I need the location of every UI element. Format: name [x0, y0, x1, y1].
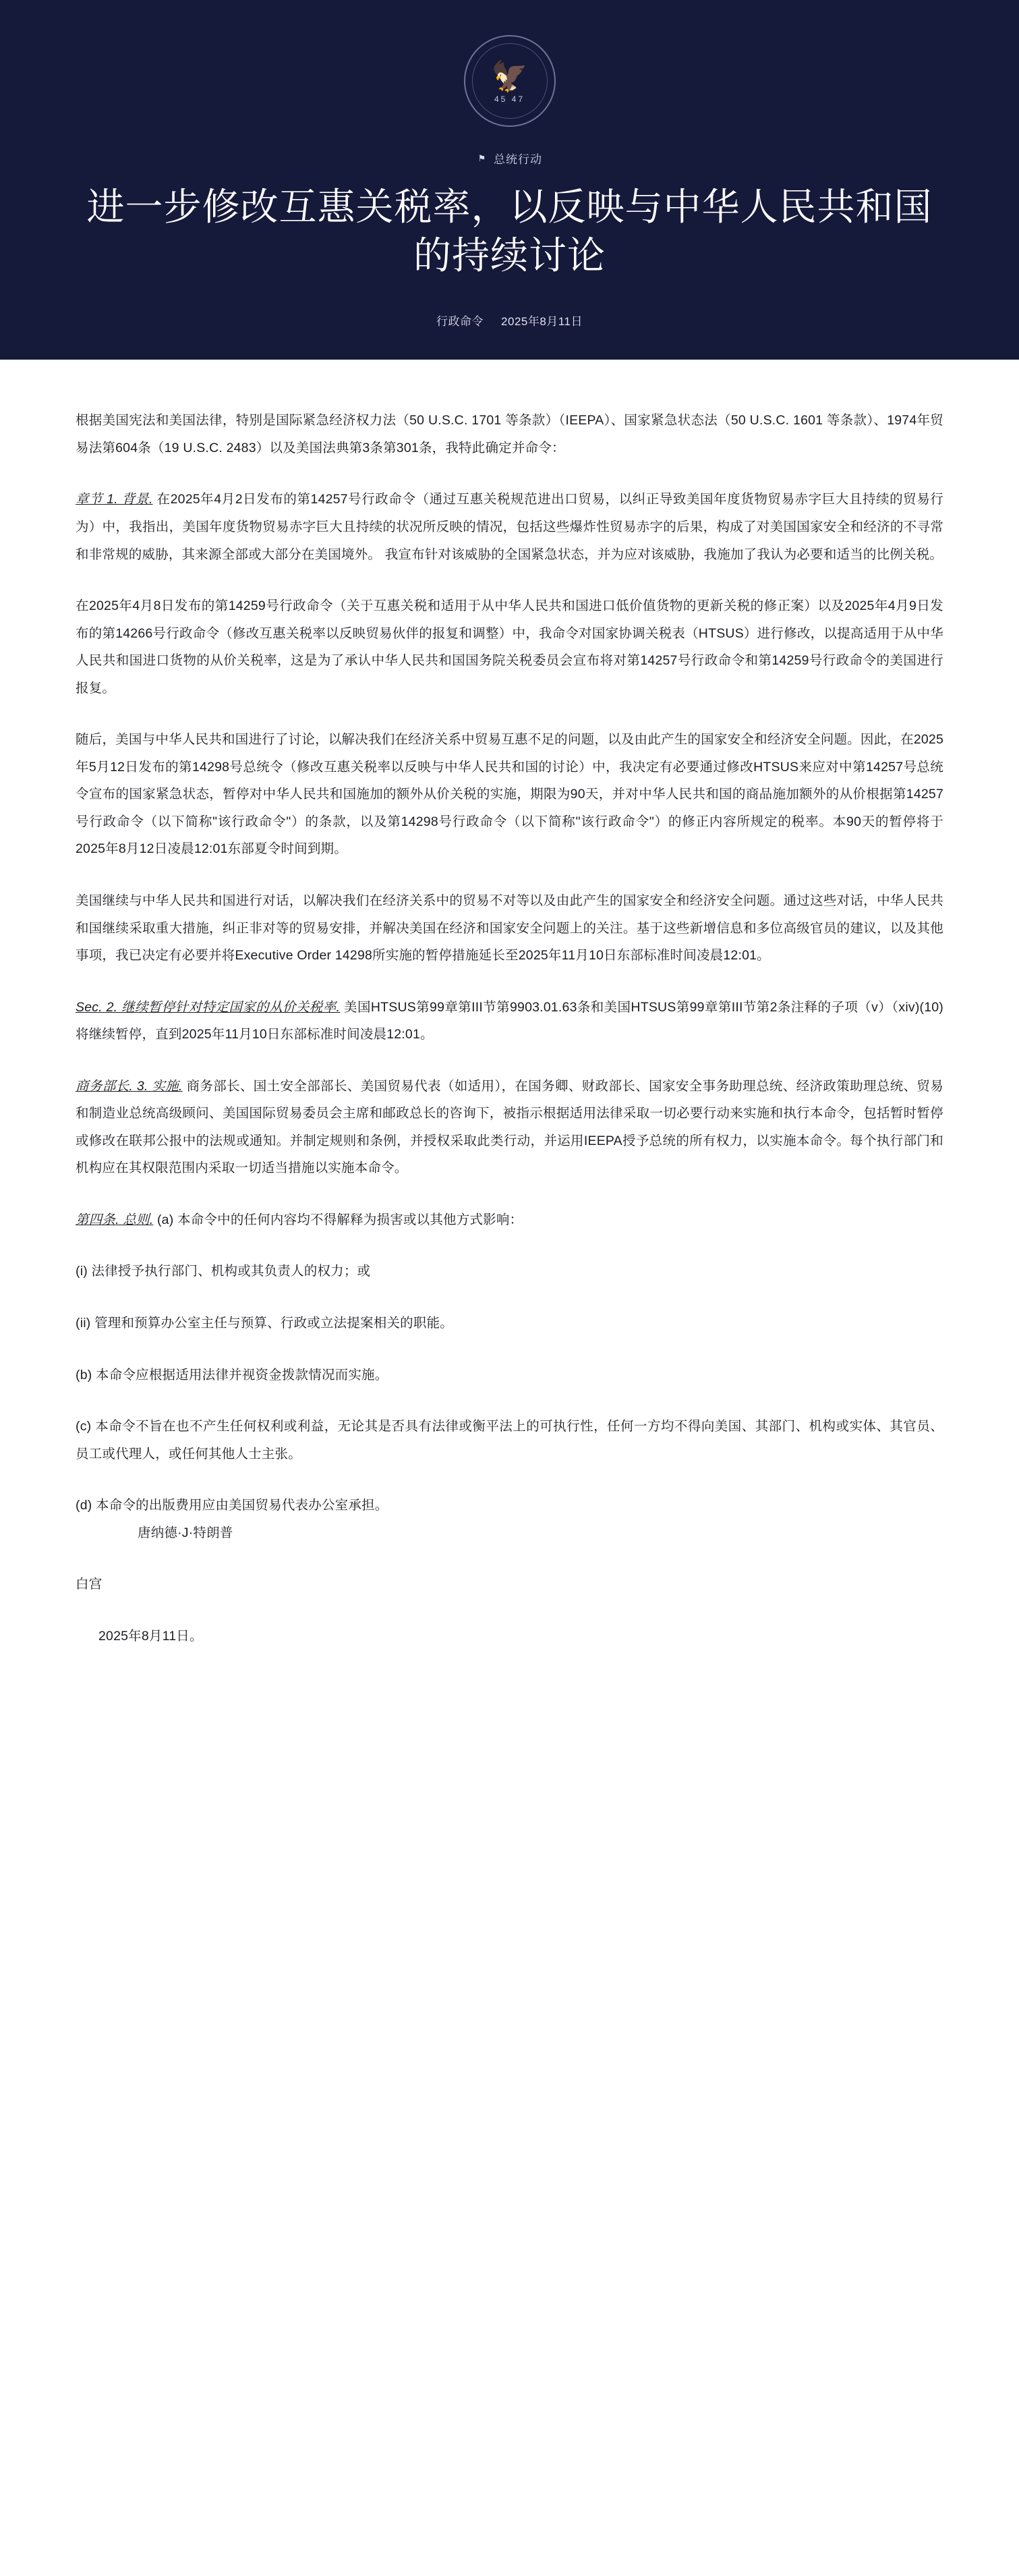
- paragraph-clause-ii: [76, 1310, 943, 1337]
- paragraph-clause-c: [76, 1413, 943, 1467]
- seal-numbers: 45 47: [494, 94, 525, 104]
- document-body: [0, 360, 1019, 1736]
- presidential-seal-inner: [472, 43, 548, 119]
- document-meta: [0, 312, 1019, 329]
- paragraph-text: (i) 法律授予执行部门、机构或其负责人的权力；或: [76, 1264, 371, 1279]
- signature-place: 白宫: [76, 1577, 103, 1592]
- paragraph-text: (d) 本命令的出版费用应由美国贸易代表办公室承担。: [76, 1498, 388, 1513]
- paragraph-text: (a) 本命令中的任何内容均不得解释为损害或以其他方式影响：: [153, 1212, 523, 1227]
- signature-line: 唐纳德·J·特朗普: [138, 1525, 233, 1540]
- paragraph-amendments: [76, 592, 943, 702]
- paragraph-clause-b: [76, 1362, 943, 1389]
- signature-date: 2025年8月11日。: [98, 1628, 203, 1644]
- paragraph-discussions: [76, 726, 943, 863]
- eagle-seal-icon: 🦅: [491, 60, 528, 93]
- paragraph-text: 美国HTSUS第99章第III节第9903.01.63条和美国HTSUS第99章第III节第2条注释的子项（v）（xiv)(10)将继续暂停，直到2025年11月10日东部标准时间凌晨12:01。: [76, 999, 943, 1042]
- paragraph-section-3: [76, 1073, 943, 1182]
- section-4-heading: 第四条. 总则.: [76, 1212, 154, 1227]
- section-2-heading: Sec. 2. 继续暂停针对特定国家的从价关税率.: [76, 999, 341, 1015]
- paragraph-section-1: [76, 486, 943, 568]
- paragraph-text: 随后，美国与中华人民共和国进行了讨论，以解决我们在经济关系中贸易互惠不足的问题，以及由此产生的国家安全和经济安全问题。因此，在2025年5月12日发布的第14298号总统令（修改互惠关税率以反映与中华人民共和国的讨论）中，我决定有必要通过修改HTSUS来应对中第14257号总统令宣布的国家紧急状态，暂停对中华人民共和国施加的额外从价关税的实施，期限为90天，并对中华人民共和国的商品施加额外的从价根据第14257号行政命令（以下简称"该行政命令"）的条款，以及第14298号行政命令（以下简称"该行政命令"）的修正内容所规定的税率。本90天的暂停将于2025年8月12日凌晨12:01东部夏令时间到期。: [76, 732, 943, 857]
- paragraph-text: 美国继续与中华人民共和国进行对话，以解决我们在经济关系中的贸易不对等以及由此产生的国家安全和经济安全问题。通过这些对话，中华人民共和国继续采取重大措施，纠正非对等的贸易安排，并解决美国在经济和国家安全问题上的关注。基于这些新增信息和多位高级官员的建议，以及其他事项，我已决定有必要并将Executive Order 14298所实施的暂停措施延长至2025年11月10日东部标准时间凌晨12:01。: [76, 893, 943, 963]
- paragraph-text: 商务部长、国土安全部部长、美国贸易代表（如适用），在国务卿、财政部长、国家安全事务助理总统、经济政策助理总统、贸易和制造业总统高级顾问、美国国际贸易委员会主席和邮政总长的咨询下，被指示根据适用法律采取一切必要行动来实施和执行本命令，包括暂时暂停或修改在联邦公报中的法规或通知。并制定规则和条例，并授权采取此类行动，并运用IEEPA授予总统的所有权力，以实施本命令。每个执行部门和机构应在其权限范围内采取一切适当措施以实施本命令。: [76, 1078, 943, 1176]
- kicker-label: 总统行动: [494, 153, 542, 166]
- section-3-heading: 商务部长. 3. 实施.: [76, 1078, 183, 1094]
- paragraph-text: (c) 本命令不旨在也不产生任何权利或利益，无论其是否具有法律或衡平法上的可执行性，任何一方均不得向美国、其部门、机构或实体、其官员、员工或代理人，或任何其他人士主张。: [76, 1419, 943, 1461]
- paragraph-clause-d: [76, 1492, 943, 1519]
- document-date: 2025年8月11日: [501, 315, 583, 329]
- paragraph-clause-i: [76, 1258, 943, 1285]
- document-category: 行政命令: [436, 315, 484, 329]
- paragraph-text: 根据美国宪法和美国法律，特别是国际紧急经济权力法（50 U.S.C. 1701 等条款）（IEEPA）、国家紧急状态法（50 U.S.C. 1601 等条款）、1974年贸易法第604条（19 U.S.C. 2483）以及美国法典第3条第301条，我特此确定并命令：: [76, 413, 943, 455]
- paragraph-text: (ii) 管理和预算办公室主任与预算、行政或立法提案相关的职能。: [76, 1316, 453, 1331]
- paragraph-text: 在2025年4月2日发布的第14257号行政命令（通过互惠关税规范进出口贸易，以纠正导致美国年度货物贸易赤字巨大且持续的贸易行为）中，我指出，美国年度货物贸易赤字巨大且持续的状况所反映的情况，包括这些爆炸性贸易赤字的后果，构成了对美国国家安全和经济的不寻常和非常规的威胁，其来源全部或大部分在美国境外。 我宣布针对该威胁的全国紧急状态，并为应对该威胁，我施加了我认为必要和适当的比例关税。: [76, 492, 943, 562]
- page-title: 进一步修改互惠关税率，以反映与中华人民共和国的持续讨论: [86, 187, 933, 277]
- paragraph-text: (b) 本命令应根据适用法律并视资金拨款情况而实施。: [76, 1367, 388, 1382]
- paragraph-text: 在2025年4月8日发布的第14259号行政命令（关于互惠关税和适用于从中华人民共和国进口低价值货物的更新关税的修正案）以及2025年4月9日发布的第14266号行政命令（修改互惠关税率以反映贸易伙伴的报复和调整）中，我命令对国家协调关税表（HTSUS）进行修改，以提高适用于从中华人民共和国进口货物的从价关税率，这是为了承认中华人民共和国国务院关税委员会宣布将对第14257号行政命令和第14259号行政命令的美国进行报复。: [76, 598, 943, 696]
- paragraph-authority: [76, 407, 943, 461]
- hero-banner: [0, 0, 1019, 360]
- kicker: [0, 150, 1019, 167]
- presidential-seal: [464, 35, 556, 127]
- flag-icon: ⚑: [477, 152, 487, 163]
- paragraph-extension: [76, 887, 943, 970]
- paragraph-section-4: [76, 1206, 943, 1234]
- section-1-heading: 章节 1. 背景.: [76, 492, 153, 507]
- paragraph-section-2: [76, 994, 943, 1048]
